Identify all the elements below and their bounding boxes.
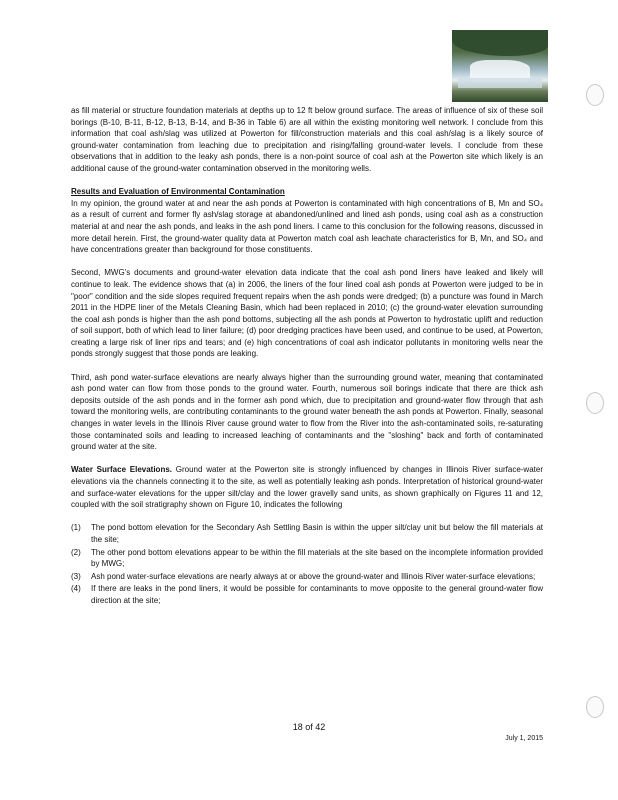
binder-hole: [586, 84, 604, 106]
list-text: If there are leaks in the pond liners, it would be possible for contaminants to move opposite to the general ground-water flow direction at the site;: [91, 584, 543, 605]
list-text: Ash pond water-surface elevations are nearly always at or above the ground-water and Illinois River water-surface elevations;: [91, 571, 536, 581]
paragraph-third: Third, ash pond water-surface elevations are nearly always higher than the surrounding ground water, meaning that contaminated ash pond water can flow from those ponds to the ground water. Fourth, numerous soil borings indicate that there are thick ash deposits outside of the ash ponds and in the former ash pond which, due to precipitation and ground-water flow through that ash toward the monitoring wells, are contributing contaminants to the ground water beneath the ash ponds at Powerton. Finally, seasonal changes in water levels in the Illinois River cause ground water to flow from the River into the ash-contaminated soils, re-saturating those contaminated soils and leading to increased leaching of contaminants and the "sloshing" back and forth of contaminated ground water at the site.: [71, 372, 543, 452]
paragraph-results: In my opinion, the ground water at and near the ash ponds at Powerton is contaminated with high concentrations of B, Mn and SO₄ as a result of current and former fly ash/slag storage at abandoned/unlined and lined ash ponds, using coal ash as a construction material at and near the ash ponds, and leaks in the ash pond liners. I came to this conclusion for the following reasons, discussed in more detail herein. First, the ground-water quality data at Powerton match coal ash leachate characteristics for B, Mn, and SO₄ and have concentrations greater than background for those constituents.: [71, 198, 543, 255]
paragraph-second: Second, MWG's documents and ground-water elevation data indicate that the coal ash pond liners have leaked and likely will continue to leak. The evidence shows that (a) in 2006, the liners of the four lined coal ash ponds at Powerton were judged to be in "poor" condition and the side slopes required frequent repairs when the ash ponds were dredged; (b) a puncture was found in March 2011 in the HDPE liner of the Metals Cleaning Basin, which had been replaced in 2010; (c) the ground-water elevation surrounding the coal ash ponds is higher than the ash pond bottoms, subjecting all the ash ponds at Powerton to hydrostatic uplift and reduction of soil support, both of which lead to liner failure; (d) poor dredging practices have been used, and continue to be used, at Powerton, creating a large risk of liner rips and tears; and (e) high concentrations of coal ash indicator pollutants in monitoring wells near the ponds strongly suggest that those ponds are leaking.: [71, 268, 543, 359]
list-number: (2): [71, 547, 81, 557]
document-body: [71, 105, 543, 608]
binder-hole: [586, 392, 604, 414]
binder-hole: [586, 696, 604, 718]
list-item: [71, 547, 543, 570]
paragraph-water-body: Ground water at the Powerton site is strongly influenced by changes in Illinois River surface-water elevations via the channels connecting it to the site, as well as potentially leaking ash ponds. Interpretation of historical ground-water and surface-water elevations for the upper silt/clay and the lower gravelly sand units, as shown graphically on Figures 11 and 12, coupled with the soil stratigraphy shown on Figure 10, indicates the following: [71, 465, 543, 510]
list-number: (1): [71, 523, 81, 533]
page-number: 18 of 42: [292, 722, 326, 732]
section-heading: Results and Evaluation of Environmental Contamination: [71, 187, 285, 197]
list-text: The other pond bottom elevations appear to be within the fill materials at the site based on the incomplete information provided by MWG;: [91, 547, 543, 569]
list-number: (4): [71, 584, 81, 594]
footer-date: July 1, 2015: [505, 735, 543, 742]
list-number: (3): [71, 571, 81, 581]
header-logo-image: [452, 30, 548, 102]
list-item: [71, 571, 543, 583]
paragraph-water-surface: [71, 464, 543, 510]
list-text: The pond bottom elevation for the Secondary Ash Settling Basin is within the upper silt/clay unit but below the fill materials at the site;: [91, 523, 543, 544]
paragraph-intro: as fill material or structure foundation materials at depths up to 12 ft below ground surface. The areas of influence of six of these soil borings (B-10, B-11, B-12, B-13, B-14, and B-36 in Table 6) are all within the existing monitoring well network. I conclude from this information that coal ash/slag was utilized at Powerton for fill/construction materials and this coal ash/slag is a likely source of ground-water contamination from leaching due to precipitation and rising/falling ground-water levels. I conclude from these observations that in addition to the leaky ash ponds, there is a non-point source of coal ash at the Powerton site which likely is an additional cause of the ground-water contamination observed in the monitoring wells.: [71, 106, 543, 173]
numbered-list: [71, 522, 543, 606]
list-item: [71, 522, 543, 545]
run-in-heading: Water Surface Elevations.: [71, 465, 173, 475]
list-item: [71, 583, 543, 606]
